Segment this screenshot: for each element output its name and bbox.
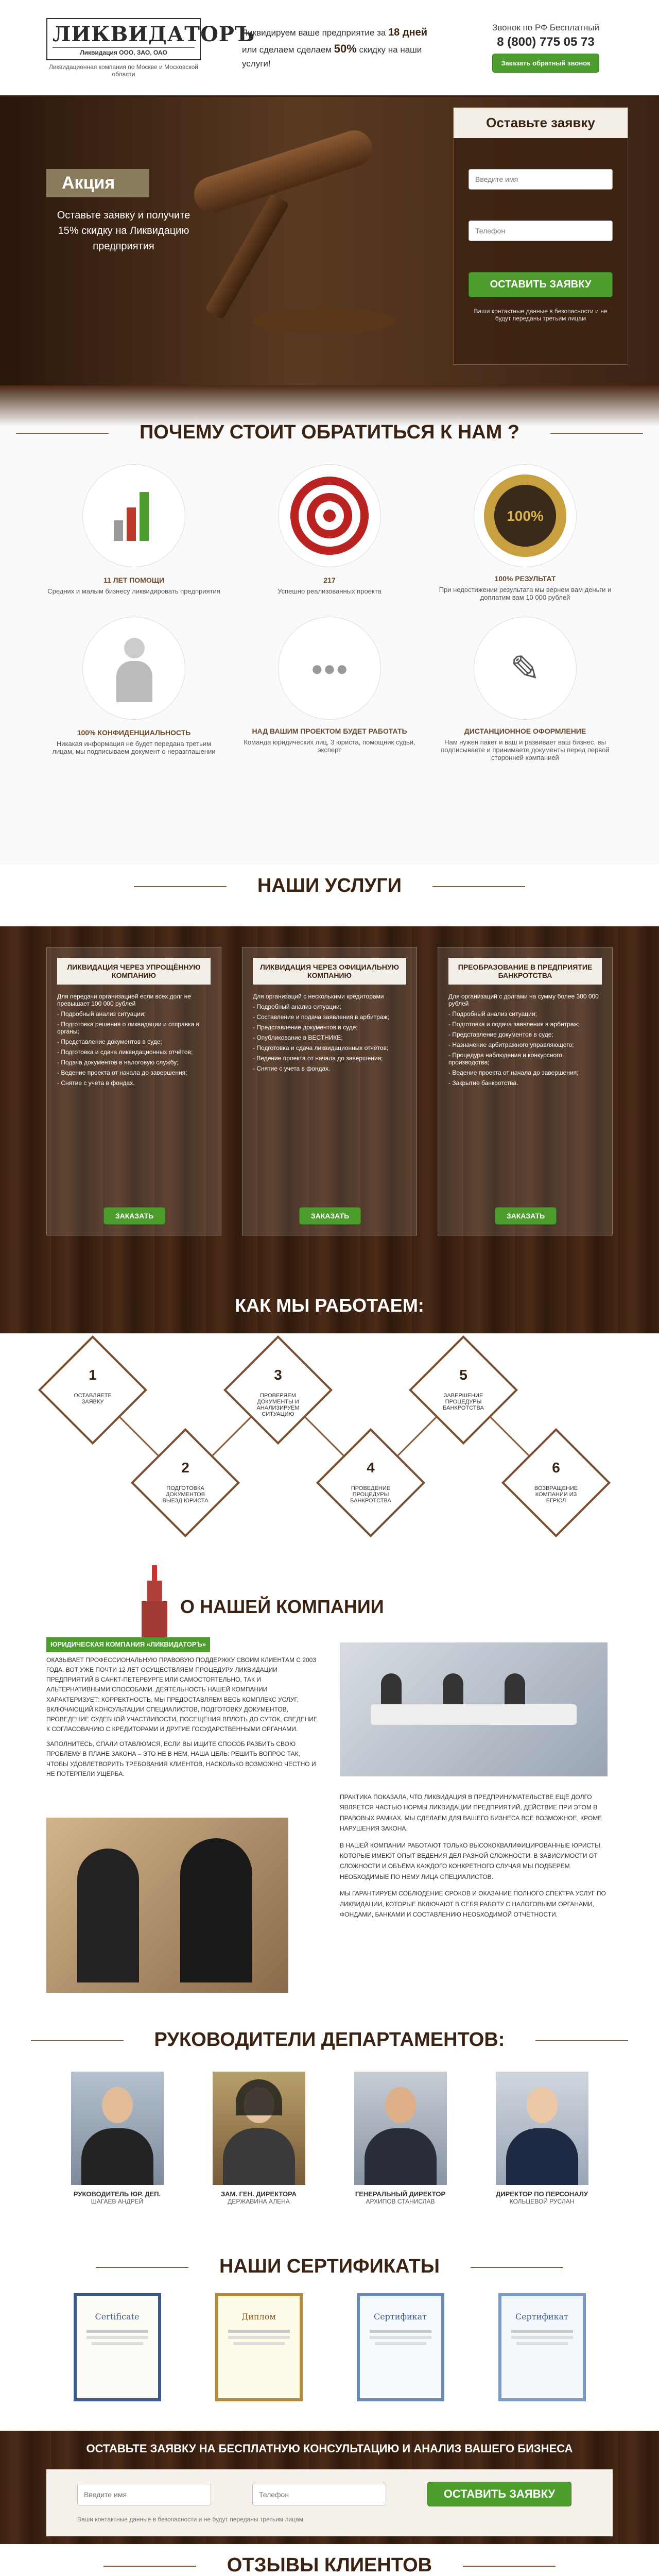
target-icon [278,464,381,567]
office-meeting-photo [340,1642,608,1776]
consult-section [0,2431,659,2544]
chart-icon [82,464,185,567]
header-tagline: Ликвидационная компания по Москве и Московской области [49,63,198,78]
about-text-right: ПРАКТИКА ПОКАЗАЛА, ЧТО ЛИКВИДАЦИЯ В ПРЕДПРИНИМАТЕЛЬСТВЕ ЕЩЁ ДОЛГО ЯВЛЯЕТСЯ ЧАСТЬЮ НОРМЫ ЛИКВИДАЦИИ ПРЕДПРИЯТИЙ, ДЕЙСТВИЕ ПРИ ЭТОМ В ПРАВОВЫХ РАМКАХ. МЫ СДЕЛАЕМ ДЛЯ ВАШЕГО БИЗНЕСА ВСЕ ВОЗМОЖНОЕ, КРОМЕ НАРУШЕНИЯ ЗАКОНА. В НАШЕЙ КОМПАНИИ РАБОТАЮТ ТОЛЬКО ВЫСОКОКВАЛИФИЦИРОВАННЫЕ ЮРИСТЫ, КОТОРЫЕ ИМЕЮТ ОПЫТ ВЕДЕНИЯ ДЕЛ РАЗНОЙ СЛОЖНОСТИ. В ЗАВИСИМОСТИ ОТ СЛОЖНОСТИ И ОБЪЁМА КАЖДОГО КОНКРЕТНОГО СЛУЧАЯ МЫ ПОДБЕРЁМ НЕОБХОДИМЫЕ ПО НЕМУ ЛИЦА СПЕЦИАЛИСТОВ. МЫ ГАРАНТИРУЕМ СОБЛЮДЕНИЕ СРОКОВ И ОКАЗАНИЕ ПОЛНОГО СПЕКТРА УСЛУГ ПО ЛИКВИДАЦИИ, КОТОРЫЕ ВКЛЮЧАЮТ В СЕБЯ РАБОТУ С НАЛОГОВЫМИ ОРГАНАМИ, ФОНДАМИ, БАНКАМИ И СОСТАВЛЕНИЮ НЕОБХОДИМОЙ ОТЧЁТНОСТИ. [340,1793,606,1918]
confidential-person-icon [82,617,185,720]
why-us-section [0,385,659,865]
heads-section [0,2024,659,2250]
logo-text: ЛИКВИДАТОРЪ [53,22,255,46]
about-title: О НАШЕЙ КОМПАНИИ [180,1596,384,1617]
hero-name-input[interactable] [469,169,613,190]
kremlin-tower-icon [139,1565,170,1637]
header [0,0,659,97]
team-crowd-icon: ●●● [278,617,381,720]
why-item: 100% КОНФИДЕНЦИАЛЬНОСТЬ Никакая информация не будет передана третьим лицам, мы подписываем документ о неразглашении [46,617,221,761]
consult-privacy-note: Ваши контактные данные в безопасности и не будут переданы третьим лицам [77,2516,303,2523]
hero-privacy-note: Ваши контактные данные в безопасности и не будут переданы третьим лицам [474,308,608,322]
reviews-title: ОТЗЫВЫ КЛИЕНТОВ [196,2554,463,2576]
consult-submit-button[interactable]: ОСТАВИТЬ ЗАЯВКУ [427,2482,571,2506]
person-photo [213,2072,305,2185]
person-card: ЗАМ. ГЕН. ДИРЕКТОРА ДЕРЖАВИНА АЛЕНА [202,2072,316,2205]
promo-badge: Акция [46,169,149,197]
person-photo [71,2072,164,2185]
person-card: ДИРЕКТОР ПО ПЕРСОНАЛУ КОЛЬЦЕВОЙ РУСЛАН [485,2072,599,2205]
consult-phone-input[interactable] [252,2484,386,2505]
service-card: ПРЕОБРАЗОВАНИЕ В ПРЕДПРИЯТИЕ БАНКРОТСТВА Для организаций с долгами на сумму более 300 000 рублей - Подробный анализ ситуации; - Подготовка и подача заявления в арбитраж; - Представление документов в суде; - Назначение арбитражного управляющего; - Процедура наблюдения и конкурсного производства; - Ведение проекта от начала до завершения; - Закрытие банкротства. ЗАКАЗАТЬ [438,947,613,1235]
person-card: РУКОВОДИТЕЛЬ ЮР. ДЕП. ШАГАЕВ АНДРЕЙ [61,2072,174,2205]
logo[interactable] [46,18,255,78]
phone-number[interactable]: 8 (800) 775 05 73 [497,35,595,49]
why-item: 11 ЛЕТ ПОМОЩИ Средних и малым бизнесу ликвидировать предприятия [46,464,221,601]
certs-title: НАШИ СЕРТИФИКАТЫ [188,2256,471,2278]
gavel-image [170,112,417,349]
how-zigzag-line [46,1333,613,1550]
certificate[interactable]: Диплом [215,2293,303,2401]
how-title: КАК МЫ РАБОТАЕМ: [235,1295,424,1316]
certificates-section [0,2250,659,2431]
heads-title: РУКОВОДИТЕЛИ ДЕПАРТАМЕНТОВ: [124,2029,536,2051]
header-contacts [479,23,613,73]
why-item: ✎ ДИСТАНЦИОННОЕ ОФОРМЛЕНИЕ Нам нужен пакет и ваш и развивает ваш бизнес, вы подписываете и принимаете документы перед первой сторонней компанией [438,617,613,761]
hero-phone-input[interactable] [469,221,613,241]
person-photo [354,2072,447,2185]
certificate[interactable]: Certificate [74,2293,161,2401]
about-lead: ЮРИДИЧЕСКАЯ КОМПАНИЯ «ЛИКВИДАТОРЪ» [46,1637,210,1652]
logo-subtitle: Ликвидация ООО, ЗАО, ОАО [53,47,195,56]
why-item: 217 Успешно реализованных проекта [242,464,417,601]
consult-title: ОСТАВЬТЕ ЗАЯВКУ НА БЕСПЛАТНУЮ КОНСУЛЬТАЦИЮ И АНАЛИЗ ВАШЕГО БИЗНЕСА [86,2442,573,2455]
services-section [0,865,659,1282]
why-grid [46,464,613,761]
call-label: Звонок по РФ Бесплатный [492,23,599,32]
consult-form [46,2469,613,2536]
team-handshake-photo [46,1818,288,1993]
services-panel [0,926,659,1282]
services-title: НАШИ УСЛУГИ [227,875,432,897]
callback-button[interactable]: Заказать обратный звонок [492,54,599,73]
promo-description: Оставьте заявку и получите 15% скидку на Ликвидацию предприятия [57,210,190,252]
certificate[interactable]: Сертификат [498,2293,586,2401]
why-title: ПОЧЕМУ СТОИТ ОБРАТИТЬСЯ К НАМ ? [109,421,550,444]
about-section [0,1560,659,2024]
why-item: ●●● НАД ВАШИМ ПРОЕКТОМ БУДЕТ РАБОТАТЬ Команда юридических лиц, 3 юриста, помощник судьи, эксперт [242,617,417,761]
hero-submit-button[interactable]: ОСТАВИТЬ ЗАЯВКУ [469,272,613,297]
certificate[interactable]: Сертификат [357,2293,444,2401]
hero-section [0,97,659,385]
how-title-bar [0,1282,659,1333]
person-photo [496,2072,588,2185]
hero-form [453,107,628,365]
promo-text: Ликвидируем ваше предприятие за 18 дней или сделаем сделаем 50% скидку на наши услуги! [242,27,428,69]
pen-signature-icon: ✎ [474,617,577,720]
hero-form-title: Оставьте заявку [454,108,628,138]
consult-name-input[interactable] [77,2484,211,2505]
order-button[interactable]: ЗАКАЗАТЬ [495,1207,557,1225]
order-button[interactable]: ЗАКАЗАТЬ [299,1207,361,1225]
promo-badge-box [46,169,201,254]
service-card: ЛИКВИДАЦИЯ ЧЕРЕЗ ОФИЦИАЛЬНУЮ КОМПАНИЮ Для организаций с несколькими кредиторами - Подробный анализ ситуации; - Составление и подача заявления в арбитраж; - Представление документов в суде; - Опубликование в ВЕСТНИКЕ; - Подготовка и сдача ликвидационных отчётов; - Ведение проекта от начала до завершения; - Снятие с учета в фондах. ЗАКАЗАТЬ [242,947,417,1235]
reviews-section [0,2544,659,2576]
how-steps: 1 ОСТАВЛЯЕТЕ ЗАЯВКУ 2 ПОДГОТОВКА ДОКУМЕНТОВ ВЫЕЗД ЮРИСТА 3 ПРОВЕРЯЕМ ДОКУМЕНТЫ И АНАЛИЗИРУЕМ СИТУАЦИЮ 4 ПРОВЕДЕНИЕ ПРОЦЕДУРЫ БАНКРОТСТВА 5 ЗАВЕРШЕНИЕ ПРОЦЕДУРЫ БАНКРОТСТВА 6 ВОЗВРАЩЕНИЕ КОМПАНИИ ИЗ ЕГРЮЛ [46,1333,613,1550]
about-text-left: ЮРИДИЧЕСКАЯ КОМПАНИЯ «ЛИКВИДАТОРЪ» ОКАЗЫВАЕТ ПРОФЕССИОНАЛЬНУЮ ПРАВОВУЮ ПОДДЕРЖКУ СВОИМ КЛИЕНТАМ С 2003 ГОДА. ВОТ УЖЕ ПОЧТИ 12 ЛЕТ ОСУЩЕСТВЛЯЕМ ПРОЦЕДУРУ ЛИКВИДАЦИИ ПРЕДПРИЯТИЙ В САНКТ-ПЕТЕРБУРГЕ ИЛИ САМОСТОЯТЕЛЬНО, ТАК И АЛЬТЕРНАТИВНЫМИ СПОСОБАМИ. ДЕЯТЕЛЬНОСТЬ НАШЕЙ КОМПАНИИ ХАРАКТЕРИЗУЕТ: КОРРЕКТНОСТЬ, МЫ ПРЕДОСТАВЛЯЕМ ВЕСЬ КОМПЛЕКС УСЛУГ, ВКЛЮЧАЮЩИЙ КОНСУЛЬТАЦИИ СПЕЦИАЛИСТОВ, ПОДГОТОВКУ ДОКУМЕНТОВ, ПРОВЕДЕНИЕ СУДЕБНОЙ УЧАСТЛИВОСТИ, ПОСЕЩЕНИЯ ВПЛОТЬ ДО СУТОК, СВЕДЕНИЕ К СОГЛАСОВАНИЮ С КРЕДИТОРАМИ И ДРУГИЕ ГОСУДАРСТВЕННЫМИ ОРГАНАМИ. ЗАПОЛНИТЕСЬ, СПАЛИ ОТАВЛЮМСЯ, ЕСЛИ ВЫ ИЩИТЕ СПОСОБ РАЗБИТЬ СВОЮ ПРОБЛЕМУ В ПЛАНЕ ЗАКОНА – ЭТО НЕ В НЕМ, НАША ЦЕЛЬ: РЕШИТЬ ВОПРОС ТАК, ЧТОБЫ УДОВЛЕТВОРИТЬ ТРЕБОВАНИЯ КЛИЕНТОВ, НАСКОЛЬКО ВОЗМОЖНО ЧЕСТНО И НЕ ПОТЕРПЕЛИ УЩЕРБА. [46,1637,319,1779]
how-we-work-section [0,1282,659,1560]
service-card: ЛИКВИДАЦИЯ ЧЕРЕЗ УПРОЩЁННУЮ КОМПАНИЮ Для передачи организацией если всех долг не превышает 100 000 рублей - Подробный анализ ситуации; - Подготовка решения о ликвидации и отправка в органы; - Представление документов в суде; - Подготовка и сдача ликвидационных отчётов; - Подача документов в налоговую службу; - Ведение проекта от начала до завершения; - Снятие с учета в фондах. ЗАКАЗАТЬ [46,947,221,1235]
why-item: 100% 100% РЕЗУЛЬТАТ При недостижении результата мы вернем вам деньги и доплатим вам 10 000 рублей [438,464,613,601]
order-button[interactable]: ЗАКАЗАТЬ [103,1207,165,1225]
person-card: ГЕНЕРАЛЬНЫЙ ДИРЕКТОР АРХИПОВ СТАНИСЛАВ [344,2072,457,2205]
guarantee-seal-icon: 100% [474,464,577,567]
